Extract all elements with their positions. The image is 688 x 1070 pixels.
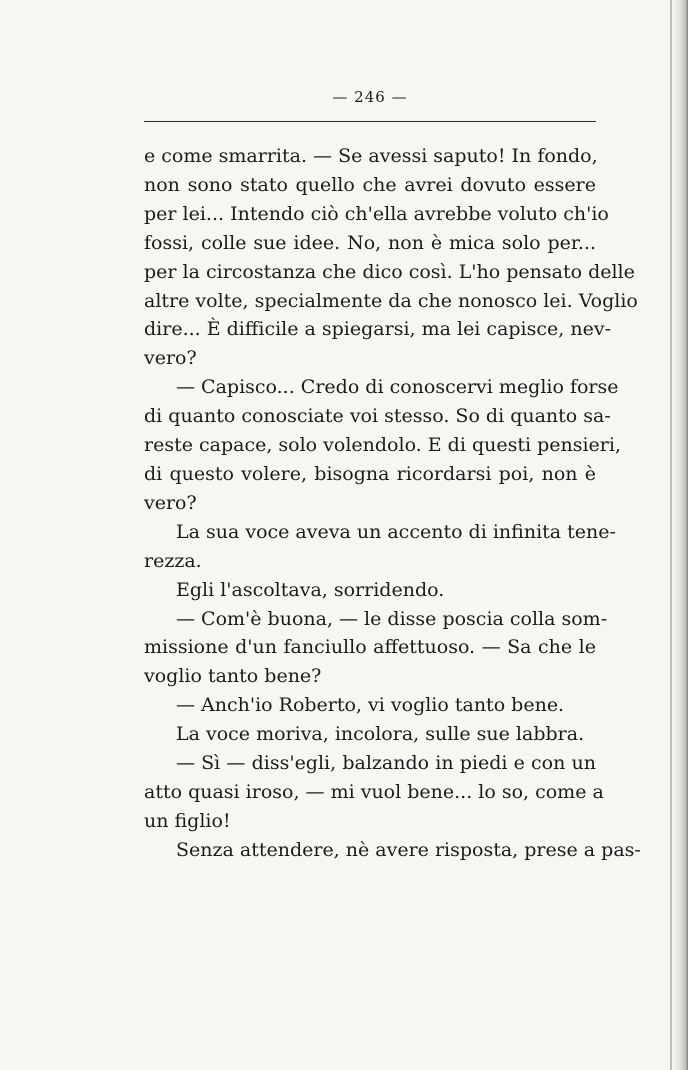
text-line: voglio tanto bene? [144,665,322,688]
text-line: per la circostanza che dico così. L'ho pensato delle [144,260,635,283]
text-line: per lei... Intendo ciò ch'ella avrebbe voluto ch'io [144,202,609,225]
text-line: non sono stato quello che avrei dovuto essere [144,173,596,196]
body-text [144,142,641,865]
text-line: La voce moriva, incolora, sulle sue labbra. [176,723,585,746]
page-edge-shadow [672,0,688,1070]
page-number: — 246 — [332,88,408,106]
text-line: altre volte, specialmente da che nonosco lei. Voglio [144,289,638,312]
header-rule [144,121,596,122]
text-line: di questo volere, bisogna ricordarsi poi, non è [144,462,596,485]
text-line: — Anch'io Roberto, vi voglio tanto bene. [176,694,565,717]
text-line: — Com'è buona, — le disse poscia colla som- [176,607,608,630]
text-line: e come smarrita. — Se avessi saputo! In fondo, [144,145,598,167]
text-line: fossi, colle sue idee. No, non è mica solo per... [144,231,596,254]
text-line: vero? [144,491,197,514]
text-line: di quanto conosciate voi stesso. So di quanto sa- [144,405,611,428]
text-line: dire... È difficile a spiegarsi, ma lei capisce, nev- [144,318,611,341]
text-line: atto quasi iroso, — mi vuol bene... lo so, come a [144,780,604,803]
text-line: reste capace, solo volendolo. E di questi pensieri, [144,434,622,457]
text-line: vero? [144,347,197,370]
text-line: Senza attendere, nè avere risposta, prese a pas- [176,838,641,861]
text-line: — Capisco... Credo di conoscervi meglio forse [176,376,619,399]
text-line: missione d'un fanciullo affettuoso. — Sa che le [144,636,596,659]
text-line: un figlio! [144,809,231,832]
text-line: Egli l'ascoltava, sorridendo. [176,578,445,601]
text-line: rezza. [144,549,202,572]
text-line: La sua voce aveva un accento di infinita tene- [176,520,616,543]
text-line: — Sì — diss'egli, balzando in piedi e con un [176,752,596,775]
